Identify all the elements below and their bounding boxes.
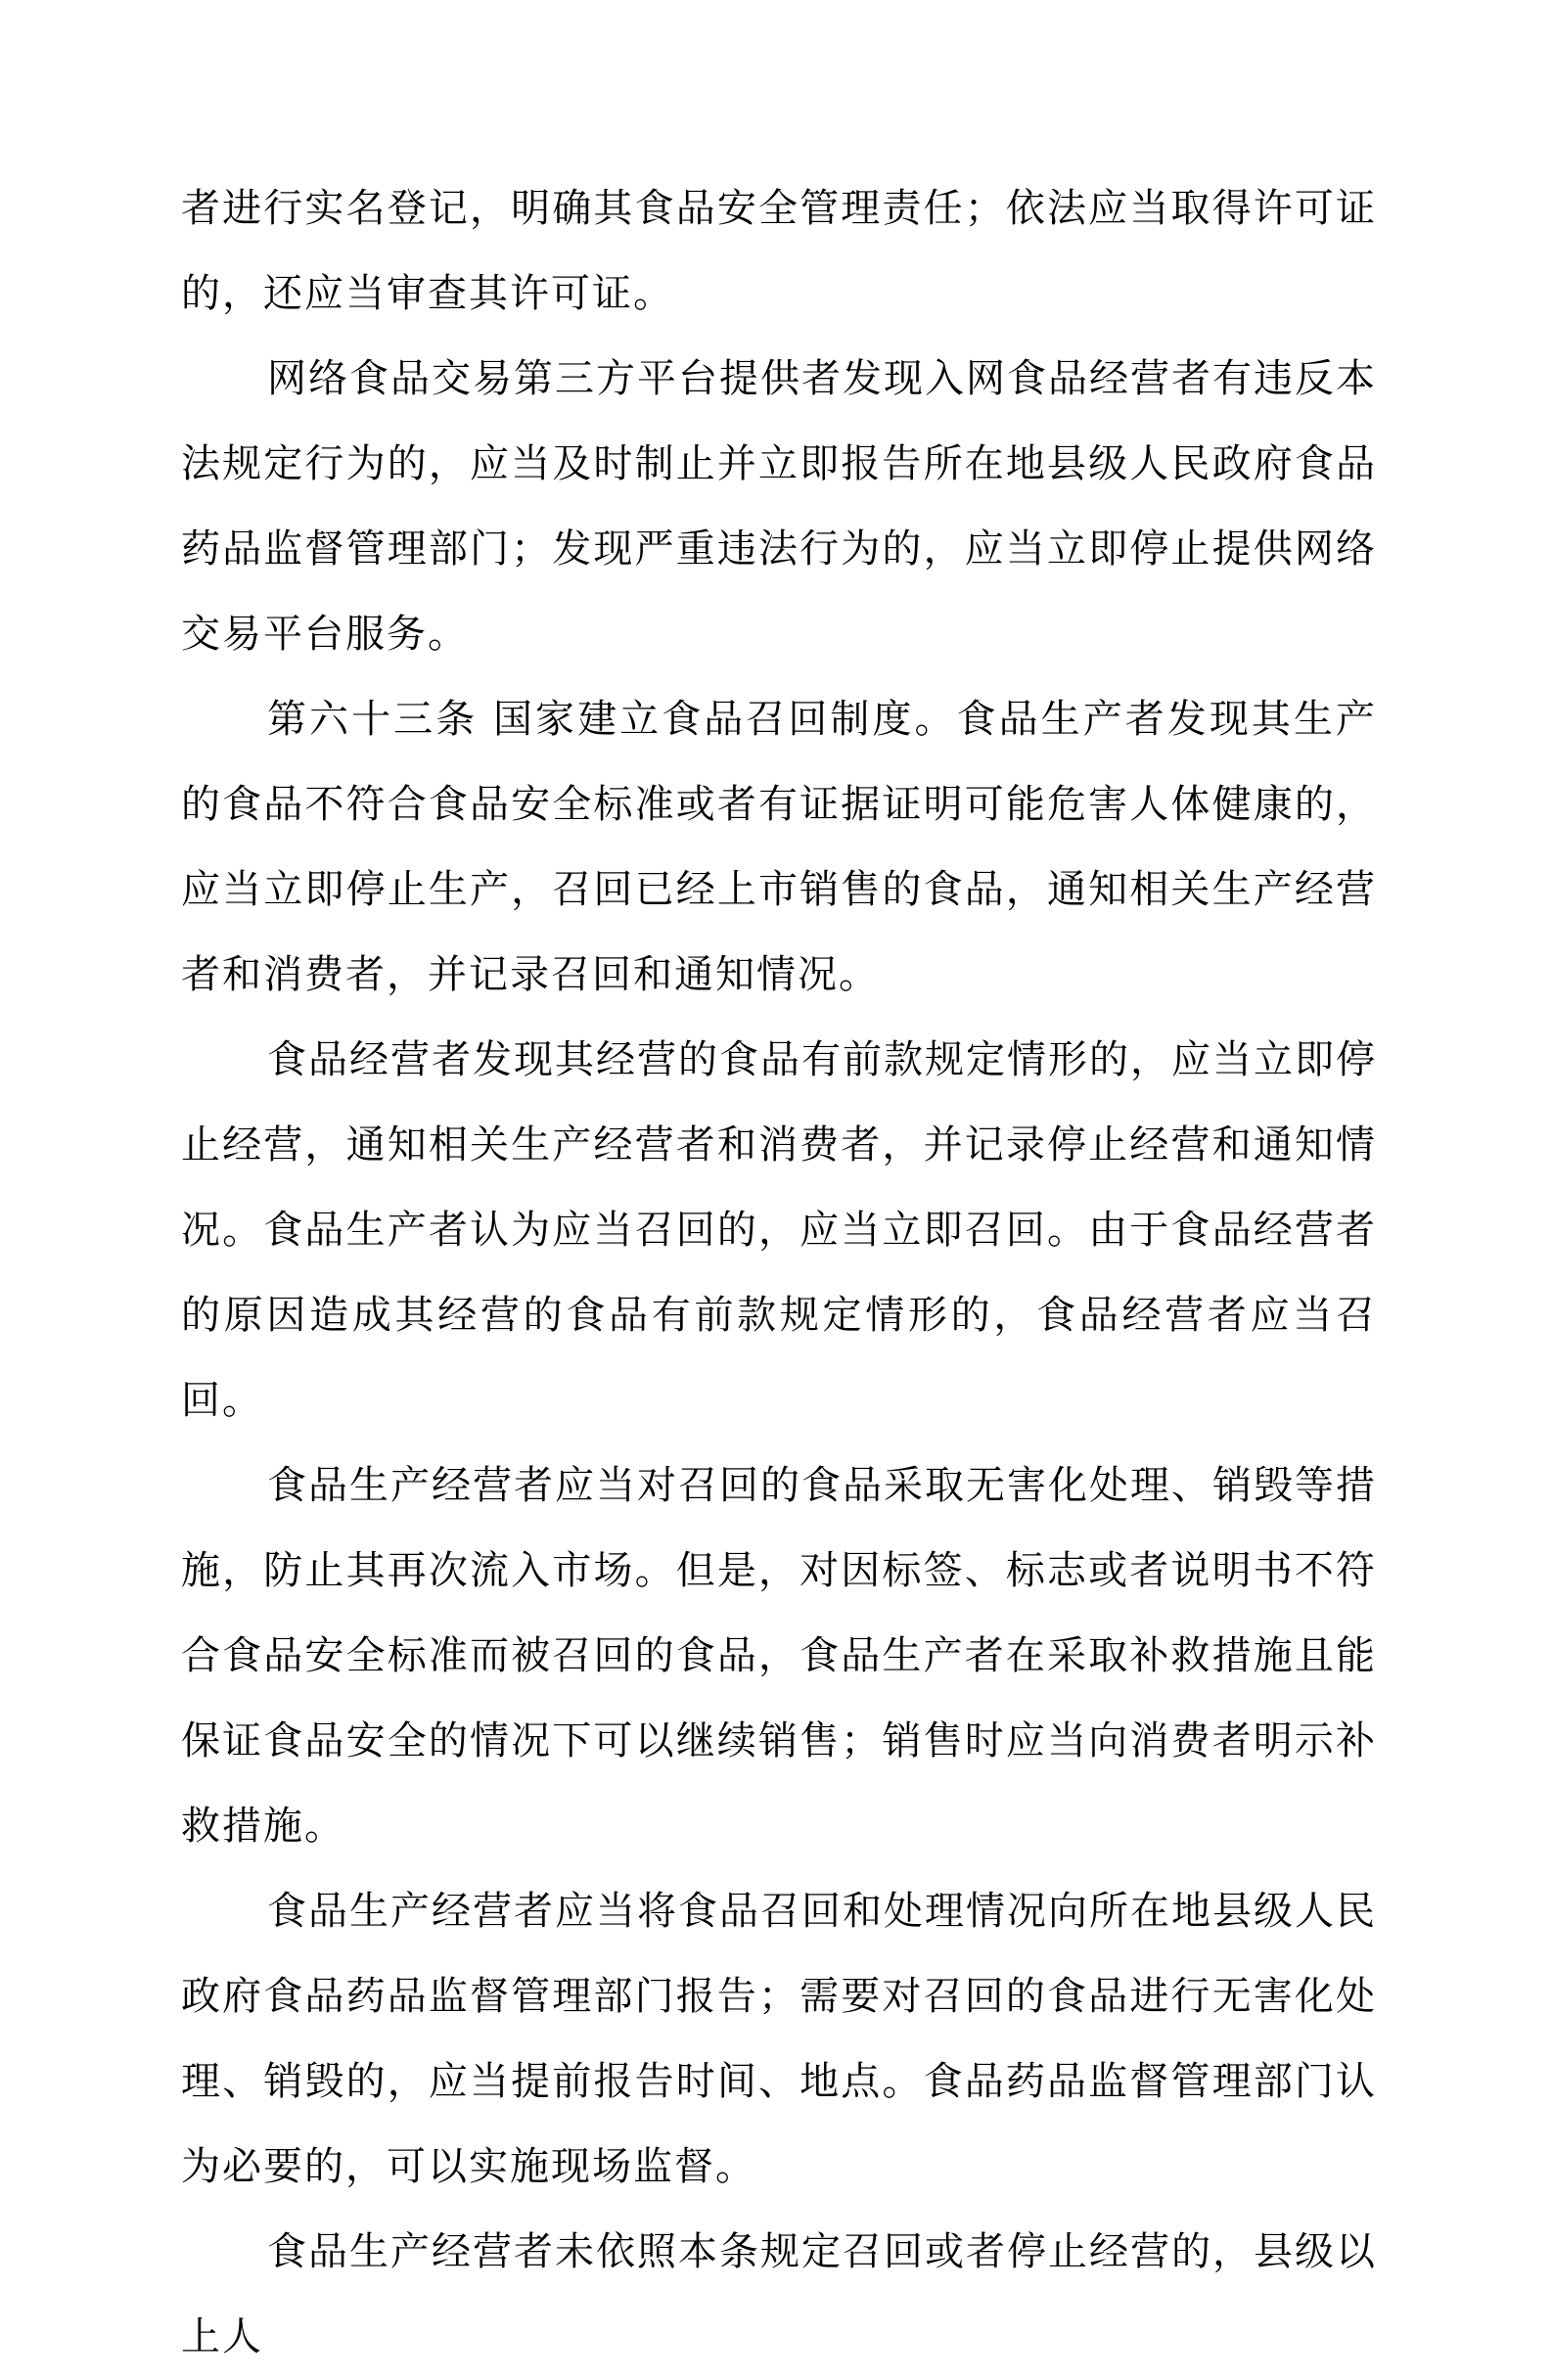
- paragraph-7: 食品生产经营者未依照本条规定召回或者停止经营的，县级以上人: [181, 2229, 1377, 2359]
- paragraph-2: 网络食品交易第三方平台提供者发现入网食品经营者有违反本法规定行为的，应当及时制止并立即报告所在地县级人民政府食品药品监督管理部门；发现严重违法行为的，应当立即停止提供网络交易平台服务。: [181, 356, 1377, 657]
- paragraph-4: 食品经营者发现其经营的食品有前款规定情形的，应当立即停止经营，通知相关生产经营者和消费者，并记录停止经营和通知情况。食品生产者认为应当召回的，应当立即召回。由于食品经营者的原因造成其经营的食品有前款规定情形的，食品经营者应当召回。: [181, 1037, 1377, 1423]
- document-body: [181, 166, 1377, 2380]
- paragraph-6: 食品生产经营者应当将食品召回和处理情况向所在地县级人民政府食品药品监督管理部门报告；需要对召回的食品进行无害化处理、销毁的，应当提前报告时间、地点。食品药品监督管理部门认为必要的，可以实施现场监督。: [181, 1889, 1377, 2189]
- article-63-paragraph: 第六十三条 国家建立食品召回制度。食品生产者发现其生产的食品不符合食品安全标准或者有证据证明可能危害人体健康的，应当立即停止生产，召回已经上市销售的食品，通知相关生产经营者和消费者，并记录召回和通知情况。: [181, 697, 1377, 997]
- paragraph-5: 食品生产经营者应当对召回的食品采取无害化处理、销毁等措施，防止其再次流入市场。但是，对因标签、标志或者说明书不符合食品安全标准而被召回的食品，食品生产者在采取补救措施且能保证食品安全的情况下可以继续销售；销售时应当向消费者明示补救措施。: [181, 1463, 1377, 1849]
- paragraph-1: 者进行实名登记，明确其食品安全管理责任；依法应当取得许可证的，还应当审查其许可证。: [181, 186, 1377, 316]
